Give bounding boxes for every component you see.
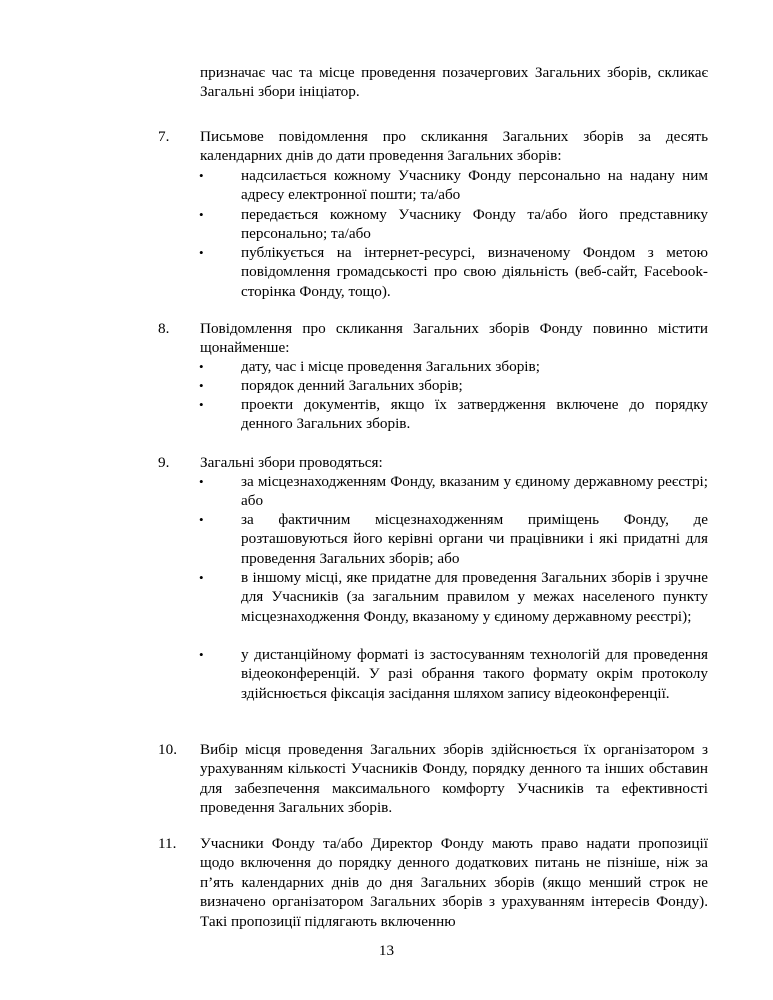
bullet-icon: • — [199, 474, 204, 489]
bullet-item: порядок денний Загальних зборів; — [241, 377, 463, 394]
section-text: Письмове повідомлення про скликання Загальних зборів за десять календарних днів до дати проведення Загальних зборів: — [200, 128, 708, 165]
bullet-icon: • — [199, 359, 204, 374]
section-number: 9. — [158, 454, 170, 471]
bullet-item: за місцезнаходженням Фонду, вказаним у єдиному державному реєстрі; або — [241, 473, 708, 510]
bullet-item: надсилається кожному Учаснику Фонду персонально на надану ним адресу електронної пошти; та/або — [241, 167, 708, 204]
bullet-icon: • — [199, 245, 204, 260]
section-text: Учасники Фонду та/або Директор Фонду мають право надати пропозиції щодо включення до порядку денного додаткових питань не пізніше, ніж за п’ять календарних днів до дня Загальних зборів (якщо менший строк не визначено організатором Загальних зборів з урахуванням інтересів Фонду). Такі пропозиції підлягають включенню — [200, 835, 708, 930]
section-number: 10. — [158, 741, 177, 758]
bullet-item: в іншому місці, яке придатне для проведення Загальних зборів і зручне для Учасників (за загальним правилом у межах населеного пункту місцезнаходження Фонду, вказаному у єдиному державному реєстрі); — [241, 569, 708, 625]
bullet-item: проекти документів, якщо їх затвердження включене до порядку денного Загальних зборів. — [241, 396, 708, 433]
page-number: 13 — [378, 942, 395, 959]
bullet-icon: • — [199, 647, 204, 662]
bullet-item: публікується на інтернет-ресурсі, визначеному Фондом з метою повідомлення громадськості про свою діяльність (веб-сайт, Facebook-сторінка Фонду, тощо). — [241, 244, 708, 300]
section-text: Повідомлення про скликання Загальних зборів Фонду повинно містити щонайменше: — [200, 320, 708, 357]
bullet-icon: • — [199, 168, 204, 183]
section-number: 7. — [158, 128, 170, 145]
bullet-item: передається кожному Учаснику Фонду та/або його представнику персонально; та/або — [241, 206, 708, 243]
bullet-icon: • — [199, 512, 204, 527]
section-text: Вибір місця проведення Загальних зборів здійснюється їх організатором з урахуванням кількості Учасників Фонду, порядку денного та інших обставин для забезпечення максимального комфорту Учасників та ефективності проведення Загальних зборів. — [200, 741, 708, 817]
section-number: 8. — [158, 320, 170, 337]
section-number: 11. — [158, 835, 177, 852]
bullet-icon: • — [199, 397, 204, 412]
bullet-item: за фактичним місцезнаходженням приміщень Фонду, де розташовуються його керівні органи чи працівники і які придатні для проведення Загальних зборів; або — [241, 511, 708, 567]
bullet-icon: • — [199, 207, 204, 222]
section-text: Загальні збори проводяться: — [200, 454, 383, 471]
bullet-item: дату, час і місце проведення Загальних зборів; — [241, 358, 540, 375]
continuation-paragraph: призначає час та місце проведення позачергових Загальних зборів, скликає Загальні збори ініціатор. — [200, 64, 708, 101]
bullet-icon: • — [199, 378, 204, 393]
bullet-icon: • — [199, 570, 204, 585]
bullet-item: у дистанційному форматі із застосуванням технологій для проведення відеоконференцій. У разі обрання такого формату окрім протоколу здійснюється фіксація засідання шляхом запису відеоконференції. — [241, 646, 708, 702]
